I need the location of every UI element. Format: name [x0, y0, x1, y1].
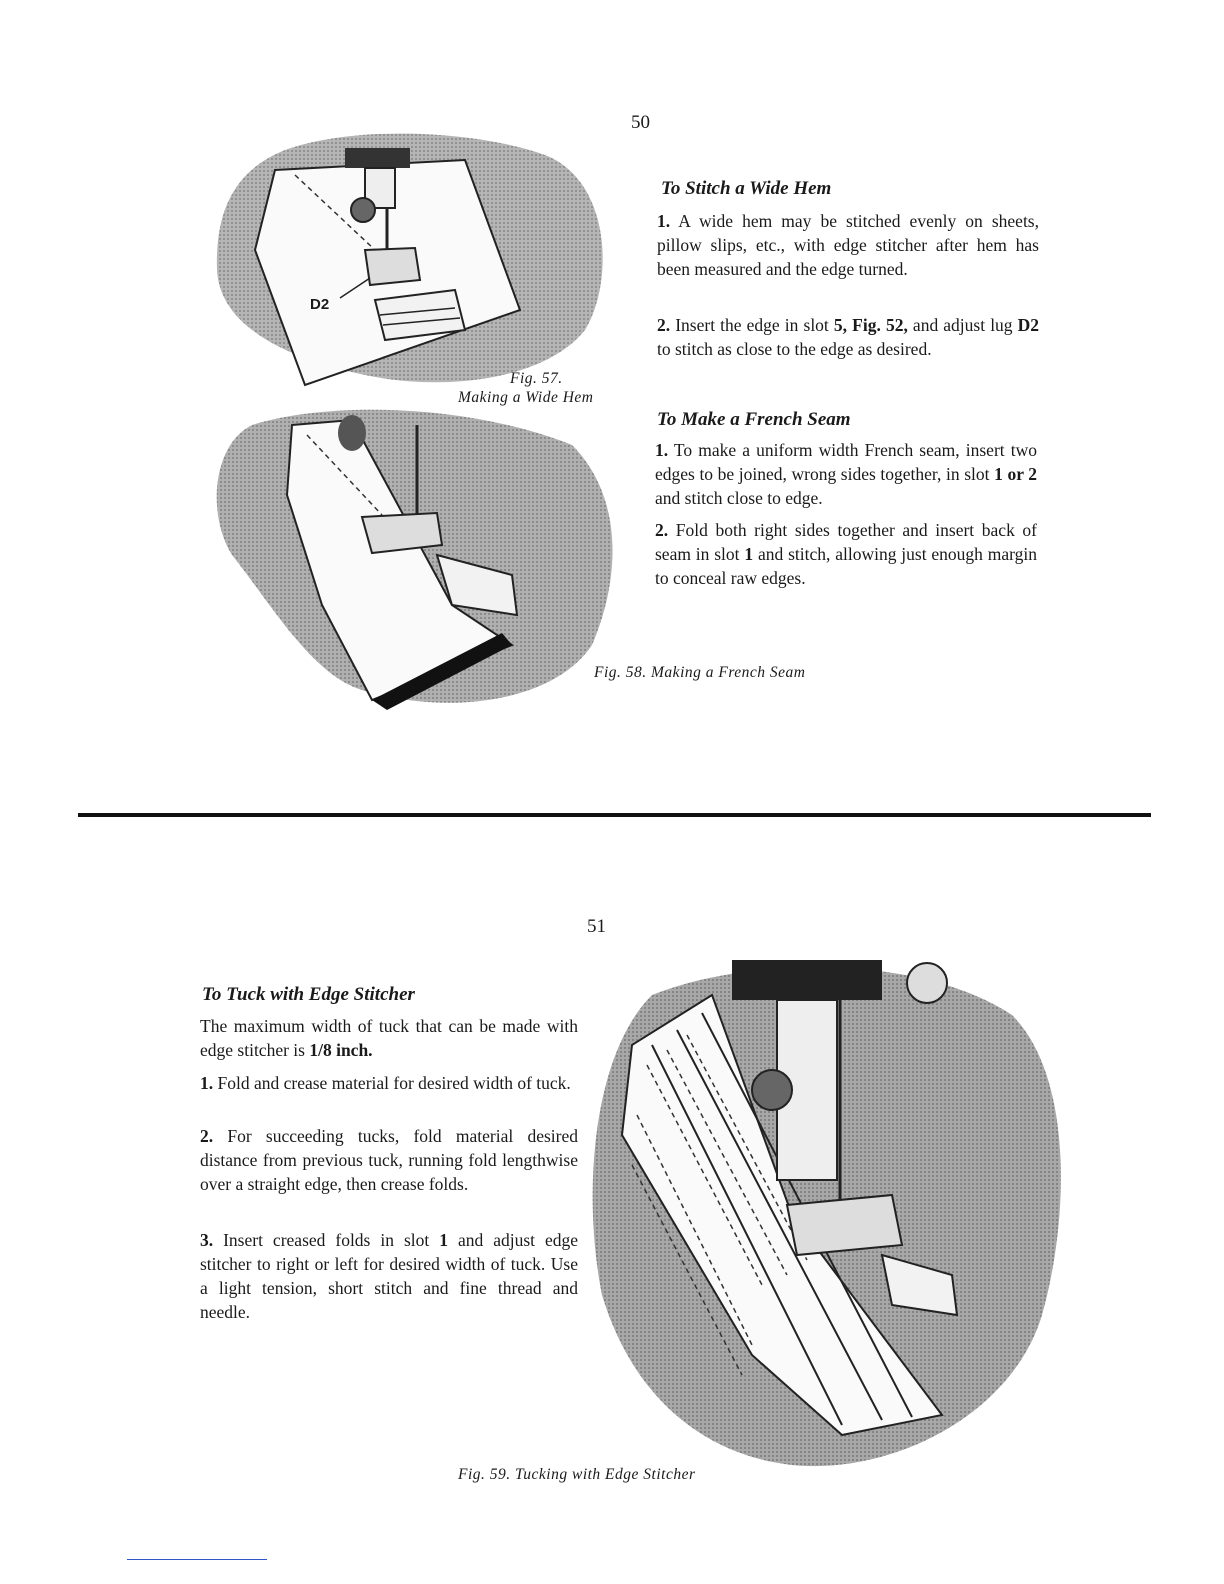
page-number-51: 51 — [587, 916, 606, 937]
page-divider — [78, 813, 1151, 817]
fig59-caption: Fig. 59. Tucking with Edge Stitcher — [458, 1466, 696, 1483]
fig57-illustration — [215, 130, 625, 400]
footer-line — [127, 1559, 267, 1560]
french-seam-step-1: 1. To make a uniform width French seam, insert two edges to be joined, wrong sides together, in slot 1 or 2 and stitch close to edge. — [655, 440, 1038, 508]
tuck-step-1: 1. Fold and crease material for desired width of tuck. — [200, 1073, 571, 1093]
fig58-illustration — [212, 405, 627, 715]
fig58-caption: Fig. 58. Making a French Seam — [594, 664, 806, 681]
tuck-intro: The maximum width of tuck that can be made with edge stitcher is 1/8 inch. — [200, 1016, 578, 1060]
wide-hem-step-1: 1. A wide hem may be stitched evenly on sheets, pillow slips, etc., with edge stitcher after hem has been measured and the edge turned. — [657, 211, 1039, 279]
french-seam-step-2: 2. Fold both right sides together and insert back of seam in slot 1 and stitch, allowing just enough margin to conceal raw edges. — [655, 520, 1038, 588]
heading-wide-hem: To Stitch a Wide Hem — [661, 178, 832, 199]
tuck-step-2: 2. For succeeding tucks, fold material desired distance from previous tuck, running fold lengthwise over a straight edge, then crease folds. — [200, 1126, 579, 1194]
label-d2: D2 — [310, 296, 330, 313]
heading-tuck: To Tuck with Edge Stitcher — [202, 984, 415, 1005]
fig57-caption-title: Making a Wide Hem — [458, 389, 594, 406]
fig57-caption-number: Fig. 57. — [510, 370, 563, 387]
page-number-50: 50 — [631, 112, 650, 133]
wide-hem-step-2: 2. Insert the edge in slot 5, Fig. 52, and adjust lug D2 to stitch as close to the edge as desired. — [657, 315, 1040, 359]
heading-french-seam: To Make a French Seam — [657, 409, 851, 430]
tuck-step-3: 3. Insert creased folds in slot 1 and adjust edge stitcher to right or left for desired width of tuck. Use a light tension, short stitch and fine thread and needle. — [200, 1230, 579, 1322]
fig59-illustration — [592, 955, 1072, 1485]
